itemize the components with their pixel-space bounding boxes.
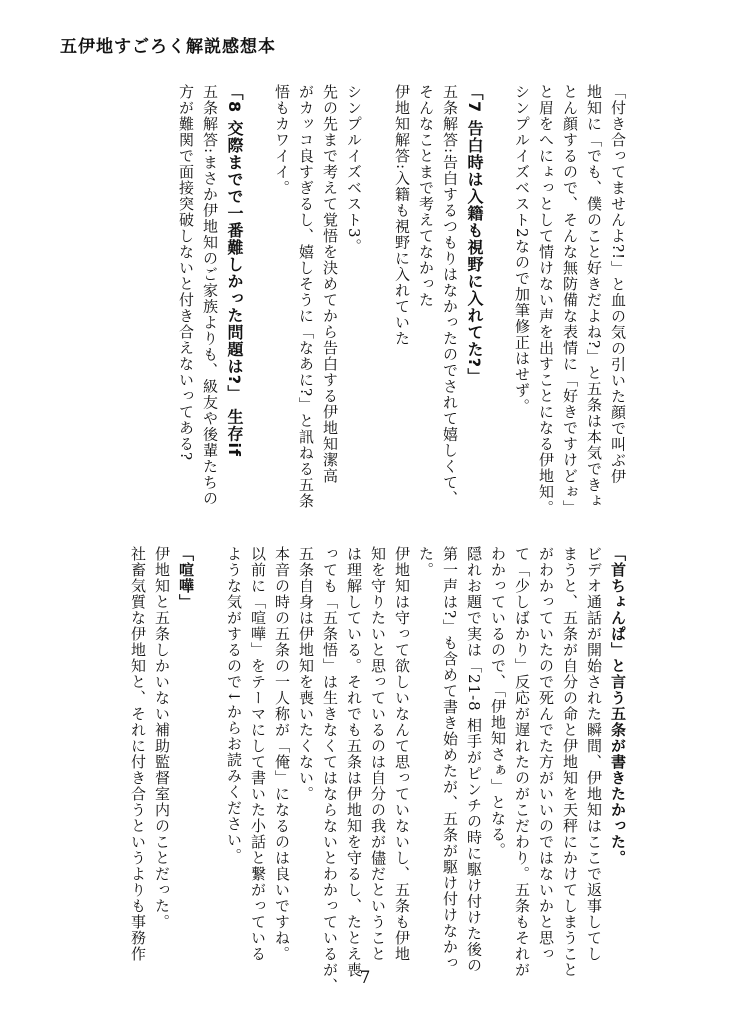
- text-line: 五条解答:まさか伊地知のご家族よりも、級友や後輩たちの: [201, 84, 219, 507]
- text-line: シンプルイズベスト2なので加筆修正はせず。: [513, 84, 531, 415]
- text-line: は理解している。それでも五条は伊地知を守るし、たとえ喪: [345, 546, 363, 978]
- text-line: た。: [417, 546, 435, 578]
- text-line: 本音の時の五条の一人称が「俺」になるのは良いですね。: [273, 546, 291, 962]
- text-line: ビデオ通話が開始された瞬間、伊地知はここで返事してし: [585, 546, 603, 962]
- spacer: [366, 84, 390, 504]
- text-line: 隠れお題で実は「21-8 相手がピンチの時に駆け付けた後の: [465, 546, 483, 974]
- text-line: シンプルイズベスト3。: [345, 84, 363, 255]
- text-line: まうと、五条が自分の命と伊地知を天秤にかけてしまうこと: [561, 546, 579, 978]
- text-line: 「首ちょんぱ」と言う五条が書きたかった。: [609, 546, 627, 866]
- text-line: 第一声は?」も含めて書き始めたが、五条が駆け付けなかっ: [441, 546, 459, 972]
- text-line: そんなことまで考えてなかった: [417, 84, 435, 308]
- text-line: 先の先まで考えて覚悟を決めてから告白する伊地知潔高: [321, 84, 339, 484]
- text-line: 五条解答:告白するつもりはなかったのでされて嬉しくて、: [441, 84, 459, 507]
- page-header: 五伊地すごろく解説感想本: [60, 37, 276, 57]
- text-line: 社畜気質な伊地知と、それに付き合うというよりも事務作: [129, 546, 147, 962]
- text-line: 方が難関で面接突破しないと付き合えないってある?: [177, 84, 195, 462]
- spacer: [246, 84, 270, 504]
- text-line: て「少しばかり」反応が遅れたのがこだわり。五条もそれが: [513, 546, 531, 978]
- text-line: と眉をへにょっとして情けない声を出すことになる伊地知。: [537, 84, 555, 516]
- text-line: 知を守りたいと思っているのは自分の我が儘だということ: [369, 546, 387, 962]
- text-line: 五条自身は伊地知を喪いたくない。: [297, 546, 315, 802]
- text-line: 伊地知解答:入籍も視野に入れていた: [393, 84, 411, 347]
- text-line: とん顔するので、そんな無防備な表情に「好きですけどぉ」: [561, 84, 579, 516]
- text-line: わかっているので、「伊地知さぁ」となる。: [489, 546, 507, 859]
- text-line: がカッコ良すぎるし、嬉しそうに「なあに?」と訊ねる五条: [297, 84, 315, 510]
- text-line: 「付き合ってませんよ?!」と血の気の引いた顔で叫ぶ伊: [609, 84, 627, 485]
- text-line: 悟もカワイイ。: [273, 84, 291, 196]
- text-line: がわかっていたので死んでた方がいいのではないかと思っ: [537, 546, 555, 962]
- question-heading-8: 「8 交際までで一番難しかった問題は?」 生存if: [225, 84, 244, 457]
- text-line: 伊地知は守って欲しいなんて思っていないし、五条も伊地: [393, 546, 411, 962]
- lower-text-column: [30, 546, 630, 994]
- page-number: 7: [359, 968, 371, 988]
- spacer: [198, 546, 222, 946]
- text-line: 地知に「でも、僕のこと好きだよね?」と五条は本気できょ: [585, 84, 603, 510]
- text-line: 以前に「喧嘩」をテーマにして書いた小話と繋がっている: [249, 546, 267, 962]
- spacer: [486, 84, 510, 504]
- upper-text-column: [30, 84, 630, 516]
- story-title-kenka: 「喧嘩」: [177, 546, 195, 610]
- text-line: ような気がするので↓からお読みください。: [225, 546, 243, 864]
- text-line: 伊地知と五条しかいない補助監督室内のことだった。: [153, 546, 171, 930]
- question-heading-7: 「7 告白時は入籍も視野に入れてた?」: [465, 84, 484, 385]
- text-line: っても「五条悟」は生きなくてはならないとわかっているが、: [321, 546, 339, 994]
